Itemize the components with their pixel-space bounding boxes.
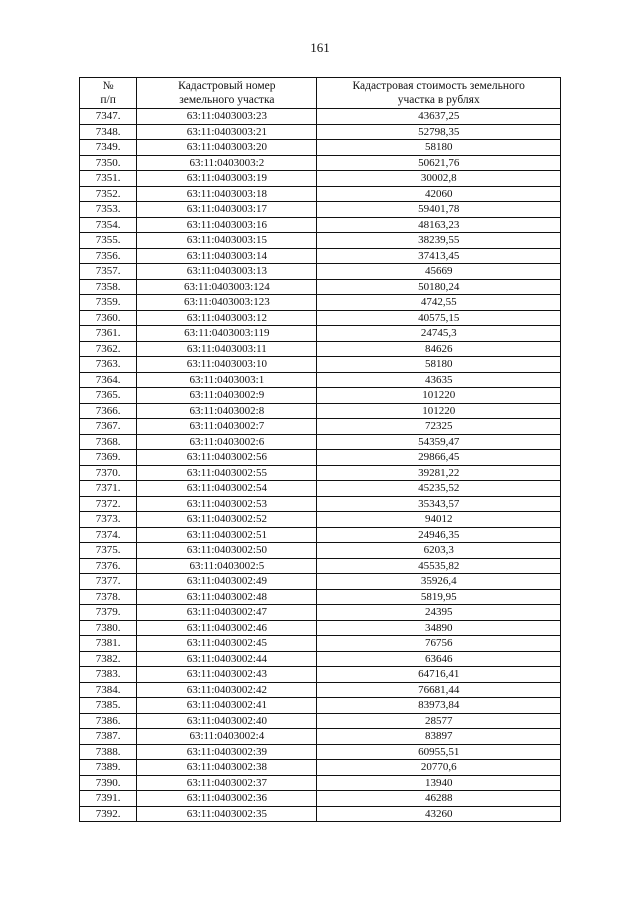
row-number-cell: 7357.	[80, 264, 137, 280]
cadastral-number-cell: 63:11:0403002:47	[137, 605, 317, 621]
cadastral-cost-cell: 35926,4	[317, 574, 561, 590]
cadastral-cost-cell: 37413,45	[317, 248, 561, 264]
row-number-cell: 7359.	[80, 295, 137, 311]
cadastral-cost-cell: 35343,57	[317, 496, 561, 512]
row-number-cell: 7348.	[80, 124, 137, 140]
row-number-cell: 7350.	[80, 155, 137, 171]
cadastral-number-cell: 63:11:0403002:50	[137, 543, 317, 559]
cadastral-number-cell: 63:11:0403002:41	[137, 698, 317, 714]
cadastral-number-cell: 63:11:0403003:20	[137, 140, 317, 156]
header-number-line1: Кадастровый номер	[178, 80, 276, 92]
row-number-cell: 7384.	[80, 682, 137, 698]
cadastral-cost-cell: 83897	[317, 729, 561, 745]
table-row	[80, 558, 561, 574]
table-row	[80, 419, 561, 435]
table-row	[80, 682, 561, 698]
table-row	[80, 388, 561, 404]
cadastral-number-cell: 63:11:0403002:46	[137, 620, 317, 636]
cadastral-cost-cell: 38239,55	[317, 233, 561, 249]
cadastral-number-cell: 63:11:0403003:124	[137, 279, 317, 295]
cadastral-number-cell: 63:11:0403002:55	[137, 465, 317, 481]
row-number-cell: 7362.	[80, 341, 137, 357]
table-row	[80, 233, 561, 249]
cadastral-number-cell: 63:11:0403003:2	[137, 155, 317, 171]
table-row	[80, 357, 561, 373]
table-row	[80, 605, 561, 621]
row-number-cell: 7368.	[80, 434, 137, 450]
table-row	[80, 217, 561, 233]
cadastral-cost-cell: 42060	[317, 186, 561, 202]
table-row	[80, 806, 561, 822]
row-number-cell: 7353.	[80, 202, 137, 218]
row-number-cell: 7386.	[80, 713, 137, 729]
table-row	[80, 341, 561, 357]
row-number-cell: 7376.	[80, 558, 137, 574]
row-number-cell: 7366.	[80, 403, 137, 419]
table-body	[80, 109, 561, 822]
cadastral-cost-cell: 45235,52	[317, 481, 561, 497]
table-row	[80, 744, 561, 760]
row-number-cell: 7351.	[80, 171, 137, 187]
cadastral-number-cell: 63:11:0403002:52	[137, 512, 317, 528]
cadastral-cost-cell: 39281,22	[317, 465, 561, 481]
table-row	[80, 543, 561, 559]
table-row	[80, 202, 561, 218]
table-row	[80, 729, 561, 745]
cadastral-cost-cell: 43637,25	[317, 109, 561, 125]
table-row	[80, 295, 561, 311]
cadastral-number-cell: 63:11:0403002:4	[137, 729, 317, 745]
cadastral-cost-cell: 24745,3	[317, 326, 561, 342]
row-number-cell: 7372.	[80, 496, 137, 512]
header-cadastral-number-column	[137, 78, 317, 109]
cadastral-number-cell: 63:11:0403002:42	[137, 682, 317, 698]
table-row	[80, 140, 561, 156]
cadastral-number-cell: 63:11:0403002:56	[137, 450, 317, 466]
table-row	[80, 791, 561, 807]
cadastral-number-cell: 63:11:0403002:40	[137, 713, 317, 729]
row-number-cell: 7391.	[80, 791, 137, 807]
cadastral-cost-cell: 50180,24	[317, 279, 561, 295]
table-row	[80, 450, 561, 466]
cadastral-number-cell: 63:11:0403003:21	[137, 124, 317, 140]
row-number-cell: 7356.	[80, 248, 137, 264]
cadastral-number-cell: 63:11:0403002:49	[137, 574, 317, 590]
page-number: 161	[310, 40, 330, 55]
row-number-cell: 7363.	[80, 357, 137, 373]
row-number-cell: 7378.	[80, 589, 137, 605]
table-row	[80, 434, 561, 450]
header-no-line2: п/п	[100, 94, 116, 106]
row-number-cell: 7347.	[80, 109, 137, 125]
cadastral-cost-cell: 29866,45	[317, 450, 561, 466]
cadastral-number-cell: 63:11:0403003:16	[137, 217, 317, 233]
table-row	[80, 775, 561, 791]
cadastral-cost-cell: 24946,35	[317, 527, 561, 543]
cadastral-number-cell: 63:11:0403002:37	[137, 775, 317, 791]
cadastral-number-cell: 63:11:0403002:36	[137, 791, 317, 807]
cadastral-cost-cell: 58180	[317, 357, 561, 373]
header-cadastral-cost-column	[317, 78, 561, 109]
cadastral-number-cell: 63:11:0403002:5	[137, 558, 317, 574]
cadastral-number-cell: 63:11:0403002:9	[137, 388, 317, 404]
cadastral-cost-cell: 40575,15	[317, 310, 561, 326]
table-row	[80, 171, 561, 187]
row-number-cell: 7371.	[80, 481, 137, 497]
table-row	[80, 248, 561, 264]
cadastral-number-cell: 63:11:0403002:6	[137, 434, 317, 450]
row-number-cell: 7392.	[80, 806, 137, 822]
cadastral-cost-cell: 43260	[317, 806, 561, 822]
cadastral-cost-cell: 72325	[317, 419, 561, 435]
row-number-cell: 7390.	[80, 775, 137, 791]
table-row	[80, 620, 561, 636]
row-number-cell: 7385.	[80, 698, 137, 714]
row-number-cell: 7388.	[80, 744, 137, 760]
table-row	[80, 481, 561, 497]
cadastral-number-cell: 63:11:0403003:10	[137, 357, 317, 373]
cadastral-cost-cell: 43635	[317, 372, 561, 388]
cadastral-cost-cell: 64716,41	[317, 667, 561, 683]
cadastral-cost-cell: 84626	[317, 341, 561, 357]
table-row	[80, 636, 561, 652]
row-number-cell: 7383.	[80, 667, 137, 683]
cadastral-cost-cell: 45535,82	[317, 558, 561, 574]
row-number-cell: 7377.	[80, 574, 137, 590]
cadastral-number-cell: 63:11:0403002:43	[137, 667, 317, 683]
cadastral-cost-cell: 28577	[317, 713, 561, 729]
table-row	[80, 760, 561, 776]
cadastral-number-cell: 63:11:0403002:7	[137, 419, 317, 435]
row-number-cell: 7361.	[80, 326, 137, 342]
cadastral-cost-cell: 63646	[317, 651, 561, 667]
cadastral-number-cell: 63:11:0403003:15	[137, 233, 317, 249]
row-number-cell: 7354.	[80, 217, 137, 233]
cadastral-cost-cell: 6203,3	[317, 543, 561, 559]
row-number-cell: 7364.	[80, 372, 137, 388]
cadastral-cost-cell: 83973,84	[317, 698, 561, 714]
row-number-cell: 7355.	[80, 233, 137, 249]
cadastral-number-cell: 63:11:0403002:54	[137, 481, 317, 497]
row-number-cell: 7381.	[80, 636, 137, 652]
table-row	[80, 589, 561, 605]
table-row	[80, 310, 561, 326]
table-row	[80, 372, 561, 388]
table-row	[80, 124, 561, 140]
row-number-cell: 7360.	[80, 310, 137, 326]
table-row	[80, 155, 561, 171]
cadastral-number-cell: 63:11:0403003:13	[137, 264, 317, 280]
cadastral-number-cell: 63:11:0403003:119	[137, 326, 317, 342]
cadastral-cost-cell: 54359,47	[317, 434, 561, 450]
cadastral-number-cell: 63:11:0403002:8	[137, 403, 317, 419]
cadastral-cost-cell: 60955,51	[317, 744, 561, 760]
cadastral-cost-cell: 34890	[317, 620, 561, 636]
cadastral-cost-cell: 76681,44	[317, 682, 561, 698]
row-number-cell: 7375.	[80, 543, 137, 559]
row-number-cell: 7374.	[80, 527, 137, 543]
cadastral-cost-cell: 58180	[317, 140, 561, 156]
cadastral-number-cell: 63:11:0403003:18	[137, 186, 317, 202]
table-row	[80, 713, 561, 729]
table-row	[80, 326, 561, 342]
table-row	[80, 465, 561, 481]
cadastral-cost-cell: 48163,23	[317, 217, 561, 233]
header-cost-line1: Кадастровая стоимость земельного	[352, 80, 525, 92]
header-number-column	[80, 78, 137, 109]
table-row	[80, 186, 561, 202]
table-row	[80, 403, 561, 419]
cadastral-number-cell: 63:11:0403003:1	[137, 372, 317, 388]
cadastre-table	[79, 77, 561, 822]
cadastral-cost-cell: 52798,35	[317, 124, 561, 140]
cadastral-cost-cell: 24395	[317, 605, 561, 621]
cadastral-number-cell: 63:11:0403003:17	[137, 202, 317, 218]
cadastral-number-cell: 63:11:0403002:51	[137, 527, 317, 543]
row-number-cell: 7367.	[80, 419, 137, 435]
row-number-cell: 7387.	[80, 729, 137, 745]
table-row	[80, 527, 561, 543]
row-number-cell: 7365.	[80, 388, 137, 404]
table-row	[80, 698, 561, 714]
table-row	[80, 496, 561, 512]
row-number-cell: 7382.	[80, 651, 137, 667]
cadastral-number-cell: 63:11:0403003:11	[137, 341, 317, 357]
cadastral-cost-cell: 13940	[317, 775, 561, 791]
header-no-line1: №	[102, 80, 114, 92]
cadastral-number-cell: 63:11:0403002:38	[137, 760, 317, 776]
table-row	[80, 574, 561, 590]
cadastral-number-cell: 63:11:0403003:19	[137, 171, 317, 187]
cadastral-cost-cell: 94012	[317, 512, 561, 528]
cadastral-cost-cell: 101220	[317, 388, 561, 404]
row-number-cell: 7373.	[80, 512, 137, 528]
table-row	[80, 109, 561, 125]
row-number-cell: 7380.	[80, 620, 137, 636]
cadastral-number-cell: 63:11:0403003:14	[137, 248, 317, 264]
header-cost-line2: участка в рублях	[397, 94, 480, 106]
cadastral-cost-cell: 20770,6	[317, 760, 561, 776]
cadastral-number-cell: 63:11:0403003:12	[137, 310, 317, 326]
table-header-row	[80, 78, 561, 109]
row-number-cell: 7389.	[80, 760, 137, 776]
row-number-cell: 7370.	[80, 465, 137, 481]
cadastral-cost-cell: 50621,76	[317, 155, 561, 171]
cadastral-number-cell: 63:11:0403002:44	[137, 651, 317, 667]
table-row	[80, 264, 561, 280]
row-number-cell: 7352.	[80, 186, 137, 202]
cadastral-number-cell: 63:11:0403003:123	[137, 295, 317, 311]
cadastral-cost-cell: 5819,95	[317, 589, 561, 605]
cadastral-number-cell: 63:11:0403003:23	[137, 109, 317, 125]
cadastral-number-cell: 63:11:0403002:45	[137, 636, 317, 652]
table-row	[80, 512, 561, 528]
cadastral-number-cell: 63:11:0403002:53	[137, 496, 317, 512]
row-number-cell: 7379.	[80, 605, 137, 621]
cadastral-cost-cell: 45669	[317, 264, 561, 280]
cadastral-cost-cell: 30002,8	[317, 171, 561, 187]
row-number-cell: 7369.	[80, 450, 137, 466]
table-row	[80, 651, 561, 667]
header-number-line2: земельного участка	[179, 94, 275, 106]
cadastral-cost-cell: 4742,55	[317, 295, 561, 311]
cadastral-cost-cell: 76756	[317, 636, 561, 652]
table-row	[80, 279, 561, 295]
cadastral-number-cell: 63:11:0403002:48	[137, 589, 317, 605]
cadastral-cost-cell: 46288	[317, 791, 561, 807]
cadastral-cost-cell: 59401,78	[317, 202, 561, 218]
cadastral-cost-cell: 101220	[317, 403, 561, 419]
row-number-cell: 7358.	[80, 279, 137, 295]
row-number-cell: 7349.	[80, 140, 137, 156]
cadastral-number-cell: 63:11:0403002:39	[137, 744, 317, 760]
cadastral-number-cell: 63:11:0403002:35	[137, 806, 317, 822]
table-row	[80, 667, 561, 683]
